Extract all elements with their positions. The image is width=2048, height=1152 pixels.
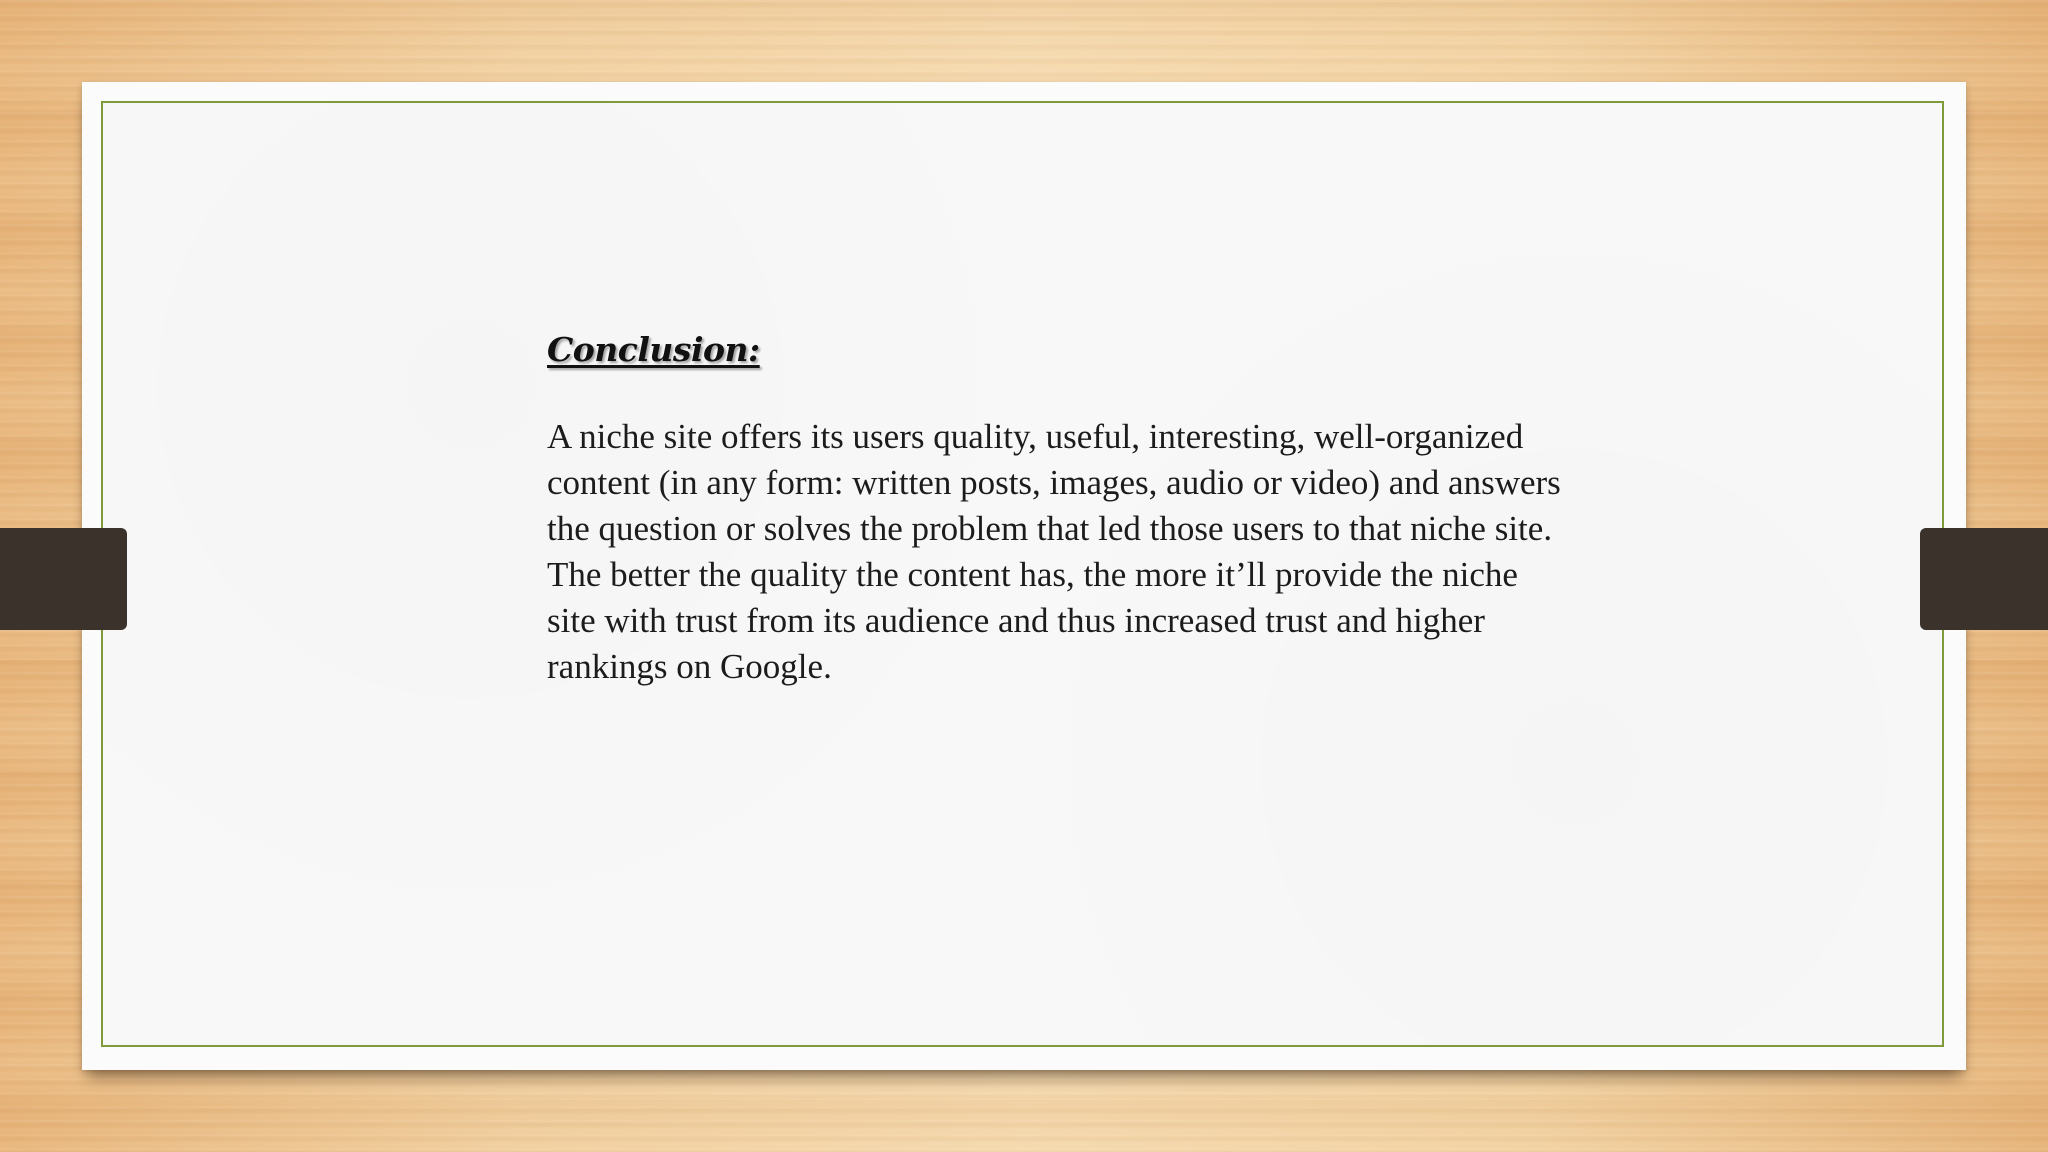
right-binder-strap [1920, 528, 2048, 630]
slide-content [547, 326, 1567, 690]
slide-paragraph-1: A niche site offers its users quality, useful, interesting, well-organized content (in any form: written posts, images, audio or video) and answers the question or solves the problem that led those users to that niche site. [547, 417, 1561, 548]
slide-heading: Conclusion: [547, 330, 760, 369]
slide-paragraph-2: The better the quality the content has, the more it’ll provide the niche site with trust from its audience and thus increased trust and higher rankings on Google. [547, 555, 1518, 686]
left-binder-strap [0, 528, 127, 630]
